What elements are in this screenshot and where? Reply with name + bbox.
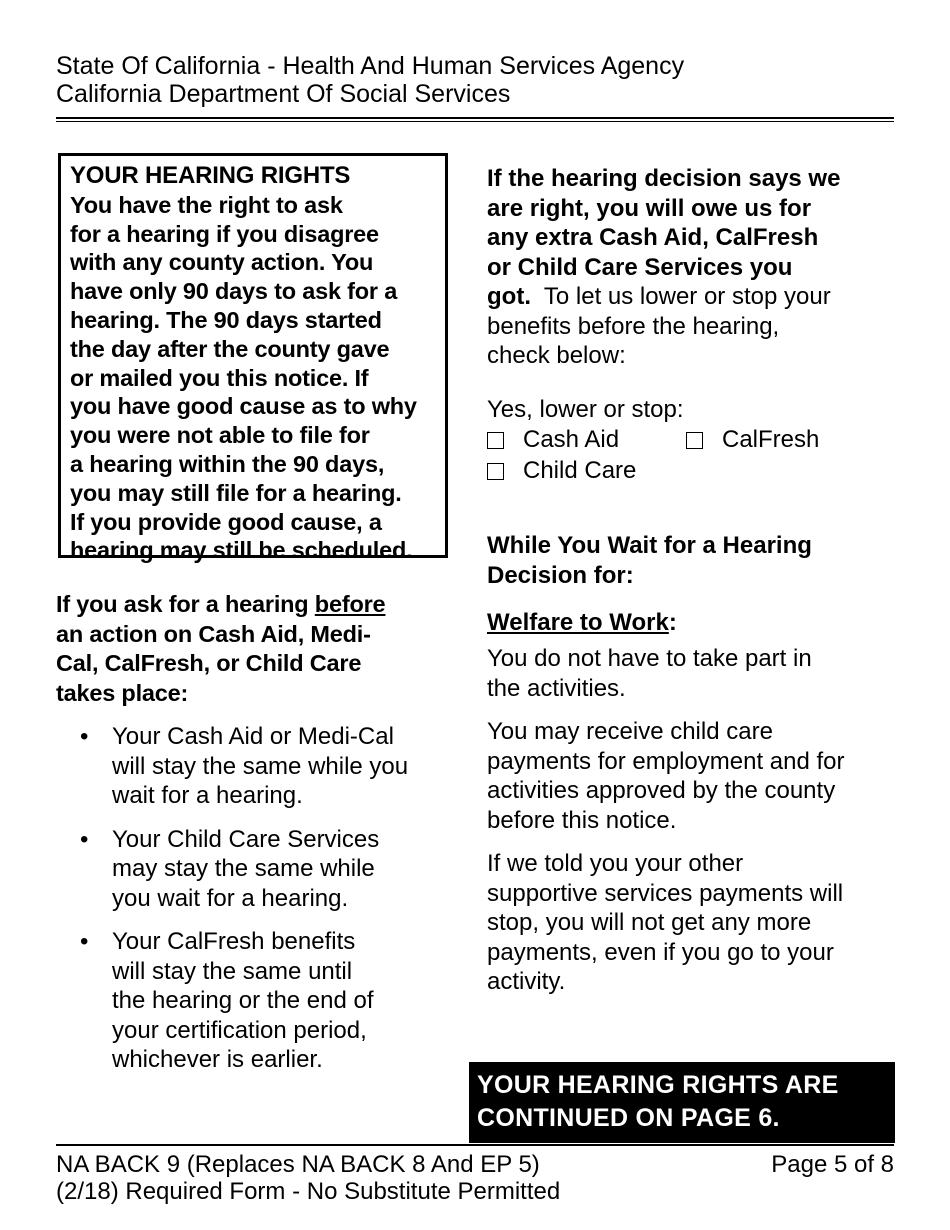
rights-line: a hearing within the 90 days, [70,450,385,477]
agency-line: State Of California - Health And Human Services Agency [56,52,685,80]
form-footer [56,1151,560,1205]
child-care-label: Child Care [523,457,637,485]
para-gap [487,703,897,717]
continued-line: YOUR HEARING RIGHTS ARE [477,1071,839,1099]
decision-paragraph [487,164,897,371]
yes-lower-label: Yes, lower or stop: [487,396,684,423]
header-rule [56,117,894,119]
before-line: an action on Cash Aid, Medi- [56,620,371,647]
wait-line: Decision for: [487,561,634,589]
bullet-line: Your CalFresh benefits [112,928,356,955]
form-note: (2/18) Required Form - No Substitute Permitted [56,1178,561,1205]
wtw-title: Welfare to Work [487,609,669,636]
footer-rule [56,1144,894,1146]
calfresh-label: CalFresh [722,426,820,454]
before-line: takes place: [56,679,189,706]
continued-line: CONTINUED ON PAGE 6. [477,1104,780,1132]
rights-line: you have good cause as to why [70,393,417,420]
bullet-line: whichever is earlier. [112,1046,323,1073]
decision-line: If the hearing decision says we [487,165,841,192]
decision-line [487,282,897,312]
para-line: the activities. [487,674,626,702]
wait-line: While You Wait for a Hearing [487,532,812,559]
bullet-line: your certification period, [112,1016,367,1044]
checkbox-row [487,456,897,487]
lower-or-stop-section [487,395,897,487]
bullet-child-care [80,825,465,914]
para-line: activity. [487,968,566,995]
decision-line: are right, you will owe us for [487,194,812,222]
hearing-rights-title: YOUR HEARING RIGHTS [70,162,351,189]
rights-line: or mailed you this notice. If [70,364,369,391]
while-you-wait-heading [487,531,897,590]
para-gap [487,835,897,849]
decision-line: or Child Care Services you [487,253,793,281]
before-pre: If you ask for a hearing [56,591,315,617]
got-rest: To let us lower or stop your [530,283,831,310]
calfresh-checkbox[interactable] [686,432,703,449]
decision-line: any extra Cash Aid, CalFresh [487,224,819,251]
bullet-line: Your Child Care Services [112,825,380,853]
bullet-line: will stay the same while you [112,752,409,780]
para-line: payments for employment and for [487,747,845,775]
hearing-rights-box [58,153,448,564]
rights-line: you may still file for a hearing. [70,479,402,506]
rights-line: hearing. The 90 days started [70,306,382,333]
para-line: payments, even if you go to your [487,938,834,966]
bullet-line: you wait for a hearing. [112,884,349,912]
welfare-to-work-heading [487,608,897,638]
bullet-line: Your Cash Aid or Medi-Cal [112,723,394,750]
bullet-line: may stay the same while [112,855,375,882]
para-line: You do not have to take part in [487,645,812,672]
rights-line: for a hearing if you disagree [70,220,379,247]
before-line: Cal, CalFresh, or Child Care [56,650,362,676]
benefit-bullet-list [80,722,465,1089]
rights-line: If you provide good cause, a [70,508,382,535]
para-line: stop, you will not get any more [487,909,812,936]
got-bold: got. [487,283,531,310]
rights-line: you were not able to file for [70,422,370,449]
bullet-dot: • [80,928,89,955]
header-rule-thin [56,121,894,122]
rights-line: have only 90 days to ask for a [70,278,398,305]
bullet-line: the hearing or the end of [112,987,374,1014]
bullet-dot: • [80,825,89,853]
para-line: before this notice. [487,806,677,834]
cash-aid-label: Cash Aid [523,426,620,454]
before-underlined: before [314,591,386,617]
para-line: supportive services payments will [487,879,844,907]
form-id: NA BACK 9 (Replaces NA BACK 8 And EP 5) [56,1151,540,1178]
rights-line: the day after the county gave [70,335,390,362]
cash-aid-checkbox[interactable] [487,432,504,449]
child-care-checkbox[interactable] [487,463,504,480]
para-line: activities approved by the county [487,777,836,804]
rights-line: hearing may still be scheduled. [70,537,413,564]
checkbox-row [487,425,897,456]
before-action-heading [56,590,456,708]
bullet-line: wait for a hearing. [112,782,303,809]
bullet-cash-aid [80,722,465,811]
para-line: You may receive child care [487,718,773,745]
before-line [56,590,456,620]
para-line: If we told you your other [487,850,744,877]
bullet-dot: • [80,723,89,750]
rights-line: You have the right to ask [70,191,343,218]
agency-header [56,52,684,108]
decision-line: check below: [487,342,626,369]
continued-notice-box [469,1062,895,1143]
decision-line: benefits before the hearing, [487,312,780,340]
wtw-colon: : [668,609,677,636]
bullet-calfresh [80,927,465,1075]
department-line: California Department Of Social Services [56,80,511,108]
bullet-line: will stay the same until [112,957,353,985]
rights-line: with any county action. You [70,249,374,276]
page-number: Page 5 of 8 [771,1151,894,1178]
wtw-paragraphs [487,644,897,997]
